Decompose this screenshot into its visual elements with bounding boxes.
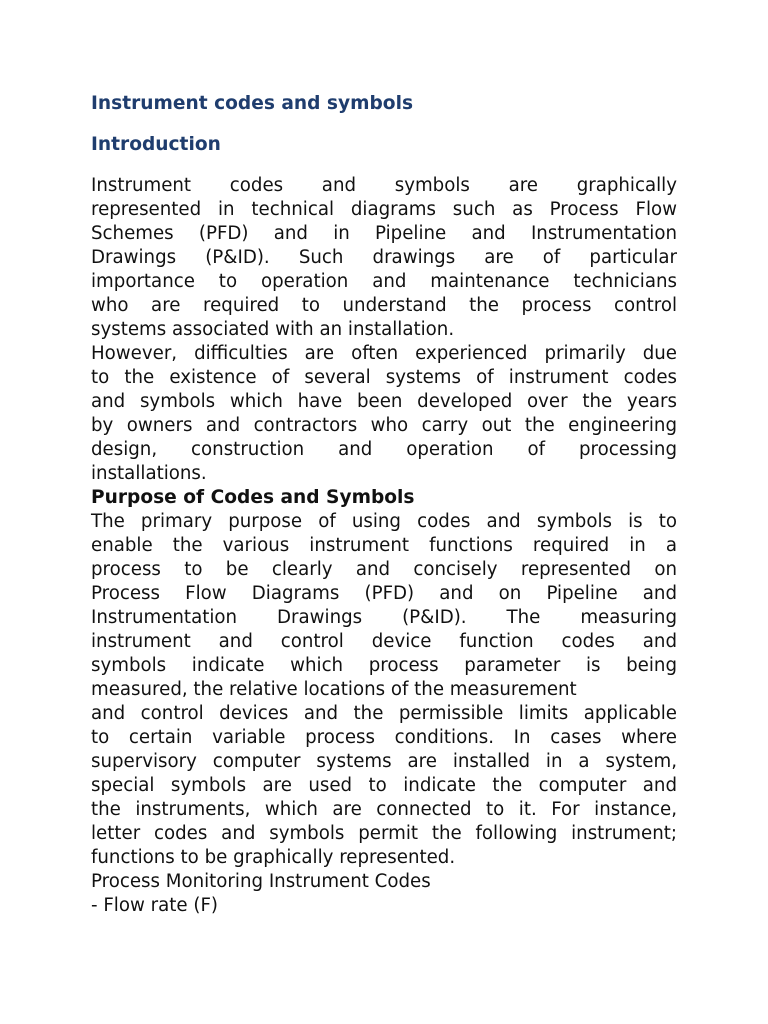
text-line: instrument and control device function codes and xyxy=(91,631,677,652)
text-line: Instrument codes and symbols are graphically xyxy=(91,175,677,196)
text-line: design, construction and operation of processing xyxy=(91,439,677,460)
purpose-paragraph-1 xyxy=(91,510,677,702)
text-line: special symbols are used to indicate the computer and xyxy=(91,775,677,796)
text-line: and control devices and the permissible limits applicable xyxy=(91,703,677,724)
text-line: to the existence of several systems of instrument codes xyxy=(91,367,677,388)
text-line: enable the various instrument functions required in a xyxy=(91,535,677,556)
text-line: installations. xyxy=(91,463,207,484)
text-line: the instruments, which are connected to it. For instance, xyxy=(91,799,677,820)
text-line: and symbols which have been developed over the years xyxy=(91,391,677,412)
text-line: by owners and contractors who carry out the engineering xyxy=(91,415,677,436)
introduction-paragraph-2 xyxy=(91,342,677,486)
text-line: letter codes and symbols permit the following instrument; xyxy=(91,823,677,844)
text-line: functions to be graphically represented. xyxy=(91,847,456,868)
text-line: supervisory computer systems are installed in a system, xyxy=(91,751,677,772)
introduction-heading: Introduction xyxy=(91,134,221,155)
text-line: measured, the relative locations of the measurement xyxy=(91,679,577,700)
text-line: However, difficulties are often experienced primarily due xyxy=(91,343,677,364)
document-title: Instrument codes and symbols xyxy=(91,93,414,114)
purpose-paragraph-2 xyxy=(91,702,677,870)
text-line: process to be clearly and concisely represented on xyxy=(91,559,677,580)
text-line: Drawings (P&ID). Such drawings are of particular xyxy=(91,247,677,268)
document-page xyxy=(91,92,677,918)
text-line: Process Flow Diagrams (PFD) and on Pipeline and xyxy=(91,583,677,604)
introduction-paragraph-1 xyxy=(91,174,677,342)
text-line: importance to operation and maintenance technicians xyxy=(91,271,677,292)
text-line: represented in technical diagrams such as Process Flow xyxy=(91,199,677,220)
text-line: The primary purpose of using codes and symbols is to xyxy=(91,511,677,532)
text-line: symbols indicate which process parameter is being xyxy=(91,655,677,676)
text-line: Schemes (PFD) and in Pipeline and Instrumentation xyxy=(91,223,677,244)
text-line: who are required to understand the process control xyxy=(91,295,677,316)
text-line: systems associated with an installation. xyxy=(91,319,455,340)
text-line: Instrumentation Drawings (P&ID). The measuring xyxy=(91,607,677,628)
text-line: to certain variable process conditions. In cases where xyxy=(91,727,677,748)
monitoring-codes-heading: Process Monitoring Instrument Codes xyxy=(91,871,431,892)
purpose-heading: Purpose of Codes and Symbols xyxy=(91,487,415,508)
flow-rate-item: - Flow rate (F) xyxy=(91,895,219,916)
